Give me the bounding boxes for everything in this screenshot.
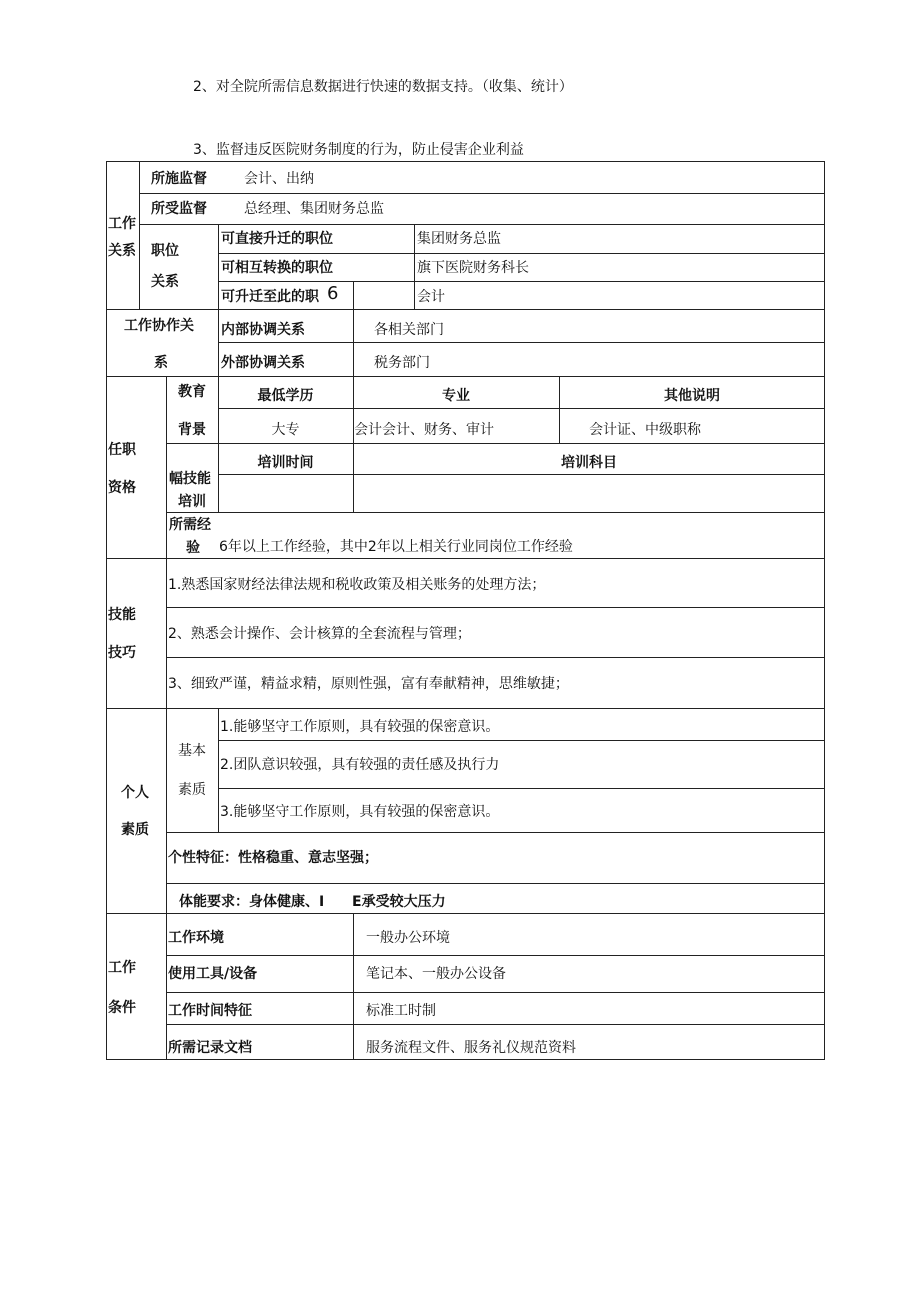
physical-requirements-cont: E承受较大压力	[352, 894, 446, 910]
supervises-value: 会计、出纳	[244, 171, 314, 187]
experience-value: 6年以上工作经验，其中2年以上相关行业同岗位工作经验	[219, 539, 573, 555]
external-coordination-value: 税务部门	[374, 355, 430, 371]
header-other-notes: 其他说明	[664, 388, 720, 404]
basic-quality-label-2: 素质	[178, 782, 206, 798]
condition-value-tools: 笔记本、一般办公设备	[366, 966, 506, 982]
condition-value-hours: 标准工时制	[366, 1003, 436, 1019]
condition-label-hours: 工作时间特征	[168, 1003, 252, 1019]
intro-line-3: 3、监督违反医院财务制度的行为，防止侵害企业利益	[193, 142, 524, 158]
internal-coordination-value: 各相关部门	[374, 322, 444, 338]
promote-from-suffix: 6	[327, 283, 339, 304]
condition-label-tools: 使用工具/设备	[168, 966, 258, 982]
table-border	[106, 161, 825, 1060]
basic-quality-item-2: 2.团队意识较强，具有较强的责任感及执行力	[220, 757, 500, 773]
supervised-by-value: 总经理、集团财务总监	[244, 201, 384, 217]
conditions-label-1: 工作	[108, 960, 136, 976]
header-training-time: 培训时间	[257, 455, 314, 471]
skills-label-2: 技巧	[108, 645, 136, 661]
conditions-label-2: 条件	[108, 1000, 136, 1016]
position-label-1: 职位	[151, 243, 179, 259]
value-major: 会计会计、财务、审计	[354, 422, 494, 438]
supervised-by-label: 所受监督	[151, 201, 207, 217]
promote-to-label: 可直接升迁的职位	[221, 231, 333, 247]
skill-item-2: 2、熟悉会计操作、会计核算的全套流程与管理；	[168, 626, 471, 642]
work-relations-label-2: 关系	[108, 243, 136, 259]
personal-label-1: 个人	[121, 785, 149, 801]
skill-item-1: 1.熟悉国家财经法律法规和税收政策及相关账务的处理方法；	[168, 577, 546, 593]
experience-label-2: 验	[186, 540, 200, 556]
skill-item-3: 3、细致严谨，精益求精，原则性强，富有奉献精神，思维敏捷；	[168, 676, 569, 692]
condition-label-environment: 工作环境	[168, 930, 224, 946]
header-major: 专业	[442, 388, 470, 404]
condition-label-documents: 所需记录文档	[168, 1040, 252, 1056]
training-label-2: 培训	[178, 494, 206, 510]
external-coordination-label: 外部协调关系	[221, 355, 305, 371]
education-label-1: 教育	[178, 384, 206, 400]
basic-quality-label-1: 基本	[178, 743, 206, 759]
value-other-notes: 会计证、中级职称	[589, 422, 701, 438]
education-label-2: 背景	[178, 422, 206, 438]
internal-coordination-label: 内部协调关系	[221, 322, 305, 338]
personal-label-2: 素质	[121, 822, 149, 838]
promote-to-value: 集团财务总监	[417, 231, 501, 247]
intro-line-2: 2、对全院所需信息数据进行快速的数据支持。（收集、统计）	[193, 79, 573, 95]
skills-label-1: 技能	[108, 607, 136, 623]
promote-from-value: 会计	[417, 289, 445, 305]
basic-quality-item-1: 1.能够坚守工作原则，具有较强的保密意识。	[220, 719, 500, 735]
header-training-subject: 培训科目	[561, 455, 617, 471]
rotate-value: 旗下医院财务科长	[417, 260, 529, 276]
qualifications-label-2: 资格	[108, 480, 136, 496]
training-label-1: 幅技能	[169, 471, 211, 487]
promote-from-label: 可升迁至此的职	[221, 289, 319, 305]
condition-value-environment: 一般办公环境	[366, 930, 450, 946]
condition-value-documents: 服务流程文件、服务礼仪规范资料	[366, 1040, 576, 1056]
work-relations-label-1: 工作	[108, 216, 136, 232]
header-min-education: 最低学历	[257, 388, 314, 404]
value-min-education: 大专	[271, 422, 300, 438]
physical-requirements: 体能要求：身体健康、I	[179, 894, 325, 910]
personality-traits: 个性特征：性格稳重、意志坚强；	[168, 850, 378, 866]
experience-label-1: 所需经	[169, 517, 211, 533]
collaboration-label-1: 工作协作关	[124, 318, 194, 334]
rotate-label: 可相互转换的职位	[221, 260, 333, 276]
qualifications-label-1: 任职	[108, 442, 136, 458]
collaboration-label-2: 系	[154, 355, 168, 371]
position-label-2: 关系	[151, 274, 179, 290]
supervises-label: 所施监督	[151, 171, 207, 187]
basic-quality-item-3: 3.能够坚守工作原则，具有较强的保密意识。	[220, 804, 500, 820]
